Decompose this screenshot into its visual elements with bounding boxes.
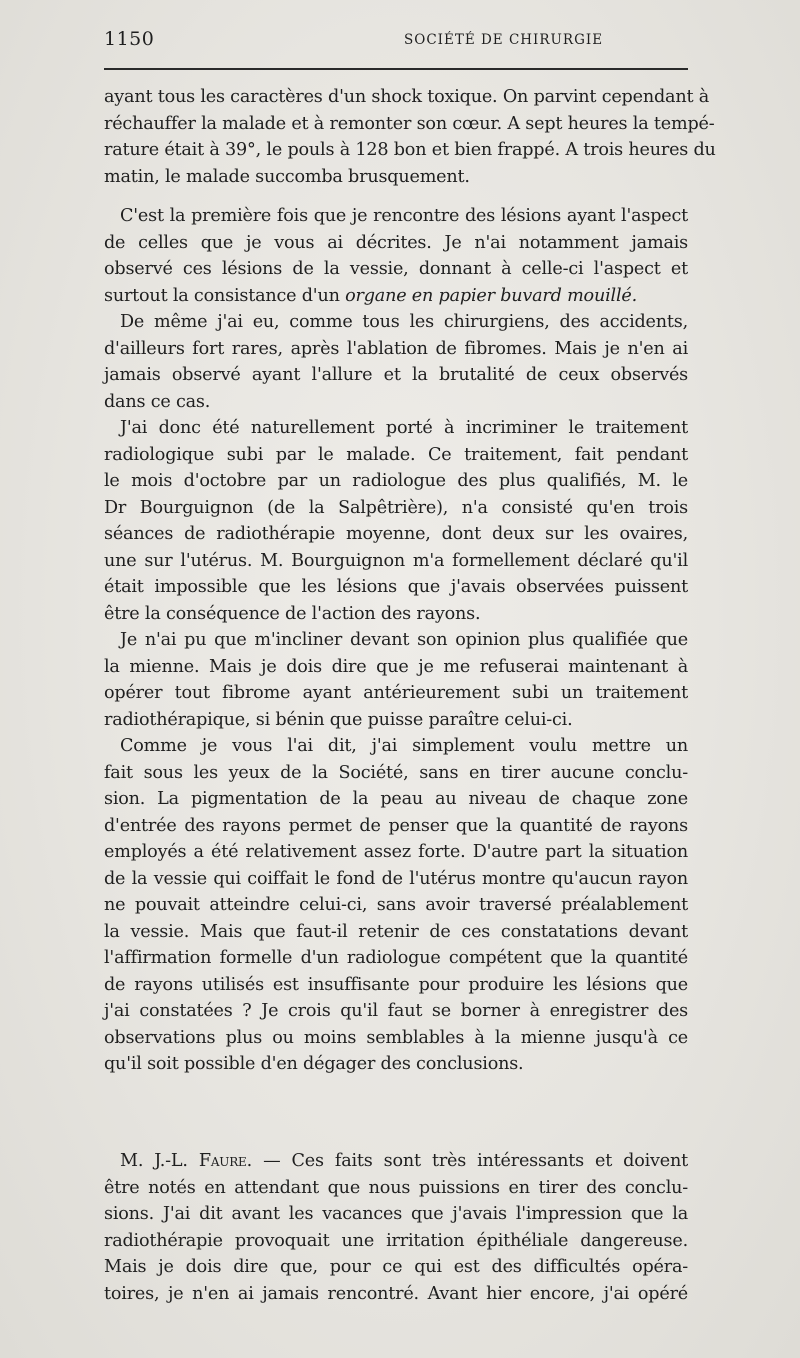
page-number: 1150 (104, 28, 155, 50)
text-line: sions. J'ai dit avant les vacances que j'avais l'impression que la (104, 1204, 688, 1224)
italic-phrase: organe en papier buvard mouillé. (345, 285, 637, 306)
text-line: De même j'ai eu, comme tous les chirurgiens, des accidents, (120, 312, 688, 332)
text-line: Je n'ai pu que m'incliner devant son opinion plus qualifiée que (120, 630, 688, 650)
text-line: sion. La pigmentation de la peau au niveau de chaque zone (104, 789, 688, 809)
running-title: SOCIÉTÉ DE CHIRURGIE (404, 32, 604, 48)
text-line (104, 283, 688, 310)
text-line: de la vessie qui coiffait le fond de l'utérus montre qu'aucun rayon (104, 868, 688, 889)
body-text (104, 203, 688, 1078)
text-line: d'entrée des rayons permet de penser que la quantité de rayons (104, 815, 688, 836)
text-line: l'affirmation formelle d'un radiologue compétent que la quantité (104, 948, 688, 968)
text-line: Dr Bourguignon (de la Salpêtrière), n'a consisté qu'en trois (104, 497, 688, 518)
text-line: observations plus ou moins semblables à la mienne jusqu'à ce (104, 1027, 688, 1048)
text-line: opérer tout fibrome ayant antérieurement subi un traitement (104, 683, 688, 703)
text-line: le mois d'octobre par un radiologue des plus qualifiés, M. le (104, 471, 688, 491)
text-line: de rayons utilisés est insuffisante pour produire les lésions que (104, 974, 688, 995)
text-line (104, 1148, 688, 1175)
text-line: matin, le malade succomba brusquement. (104, 166, 470, 187)
speaker-paragraph (104, 1148, 688, 1307)
text-line: ne pouvait atteindre celui-ci, sans avoir traversé préalablement (104, 895, 688, 915)
speaker-name: Faure (198, 1151, 247, 1171)
text-line: j'ai constatées ? Je crois qu'il faut se borner à enregistrer des (104, 1001, 688, 1021)
text-line: rature était à 39°, le pouls à 128 bon et bien frappé. A trois heures du (104, 140, 716, 160)
text-line: toires, je n'en ai jamais rencontré. Avant hier encore, j'ai opéré (104, 1283, 688, 1304)
text-line: être la conséquence de l'action des rayons. (104, 603, 481, 624)
text-line: Mais je dois dire que, pour ce qui est des difficultés opéra- (104, 1257, 688, 1277)
text-line: C'est la première fois que je rencontre des lésions ayant l'aspect (120, 206, 688, 226)
text-line: radiothérapique, si bénin que puisse paraître celui-ci. (104, 709, 573, 730)
text-line: était impossible que les lésions que j'avais observées puissent (104, 577, 688, 597)
text-line: Comme je vous l'ai dit, j'ai simplement voulu mettre un (120, 736, 688, 756)
text-line: être notés en attendant que nous puissions en tirer des conclu- (104, 1177, 688, 1198)
text-line: radiothérapie provoquait une irritation épithéliale dangereuse. (104, 1230, 688, 1251)
page-header (104, 26, 688, 52)
text-line: employés a été relativement assez forte. D'autre part la situation (104, 842, 688, 862)
text-line: observé ces lésions de la vessie, donnant à celle-ci l'aspect et (104, 259, 688, 279)
text-line: d'ailleurs fort rares, après l'ablation de fibromes. Mais je n'en ai (104, 338, 688, 359)
text-line: radiologique subi par le malade. Ce traitement, fait pendant (104, 444, 688, 465)
paragraph-continuation (104, 84, 716, 190)
text-span: surtout la consistance d'un (104, 285, 346, 306)
text-line: séances de radiothérapie moyenne, dont deux sur les ovaires, (104, 524, 688, 544)
text-span: . — Ces faits sont très intéressants et doivent (246, 1151, 688, 1171)
text-line: ayant tous les caractères d'un shock toxique. On parvint cependant à (104, 87, 709, 107)
text-line: J'ai donc été naturellement porté à incriminer le traitement (120, 418, 688, 438)
text-line: une sur l'utérus. M. Bourguignon m'a formellement déclaré qu'il (104, 550, 688, 571)
text-line: jamais observé ayant l'allure et la brutalité de ceux observés (104, 365, 688, 385)
text-line: réchauffer la malade et à remonter son cœur. A sept heures la tempé- (104, 113, 715, 134)
text-line: la mienne. Mais je dois dire que je me refuserai maintenant à (104, 656, 688, 677)
text-line: la vessie. Mais que faut-il retenir de ces constatations devant (104, 921, 688, 942)
header-rule (104, 68, 688, 70)
text-line: de celles que je vous ai décrites. Je n'ai notamment jamais (104, 232, 688, 253)
text-line: fait sous les yeux de la Société, sans en tirer aucune conclu- (104, 762, 688, 783)
text-line: qu'il soit possible d'en dégager des conclusions. (104, 1054, 524, 1074)
text-line: dans ce cas. (104, 391, 211, 412)
speaker-prefix: M. J.-L. (120, 1151, 199, 1171)
